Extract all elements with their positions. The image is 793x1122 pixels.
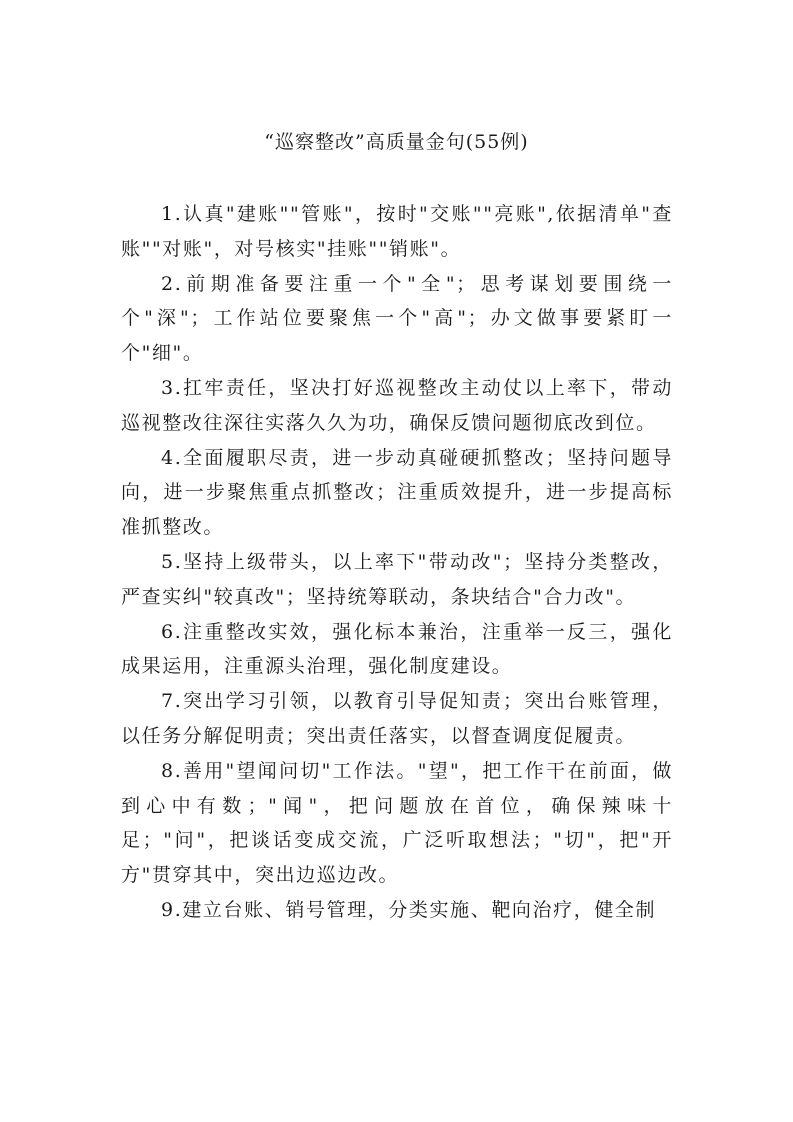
paragraph-9: 9.建立台账、销号管理，分类实施、靶向治疗，健全制	[161, 898, 657, 921]
document-title: “巡察整改”高质量金句(55例)	[264, 131, 529, 153]
paragraph-8: 8.善用"望闻问切"工作法。"望"，把工作干在前面，做到心中有数；"闻"，把问题放在首位，确保辣味十足；"问"，把谈话变成交流，广泛听取想法；"切"，把"开方"贯穿其中，突出边巡边改。	[121, 759, 673, 887]
paragraph-7: 7.突出学习引领，以教育引导促知责；突出台账管理，以任务分解促明责；突出责任落实，以督查调度促履责。	[121, 690, 673, 747]
paragraph-5: 5.坚持上级带头，以上率下"带动改"；坚持分类整改，严查实纠"较真改"；坚持统筹联动，条块结合"合力改"。	[121, 550, 673, 608]
paragraph-3: 3.扛牢责任，坚决打好巡视整改主动仗以上率下，带动巡视整改往深往实落久久为功，确保反馈问题彻底改到位。	[121, 376, 673, 434]
paragraph-1: 1.认真"建账""管账"，按时"交账""亮账",依据清单"查账""对账"，对号核实"挂账""销账"。	[121, 203, 673, 260]
document-body	[121, 197, 673, 928]
paragraph-2: 2.前期准备要注重一个"全"；思考谋划要围绕一个"深"；工作站位要聚焦一个"高"；办文做事要紧盯一个"细"。	[121, 272, 673, 365]
paragraph-6: 6.注重整改实效，强化标本兼治，注重举一反三，强化成果运用，注重源头治理，强化制度建设。	[121, 620, 673, 678]
paragraph-4: 4.全面履职尽责，进一步动真碰硬抓整改；坚持问题导向，进一步聚焦重点抓整改；注重质效提升，进一步提高标准抓整改。	[121, 446, 673, 539]
